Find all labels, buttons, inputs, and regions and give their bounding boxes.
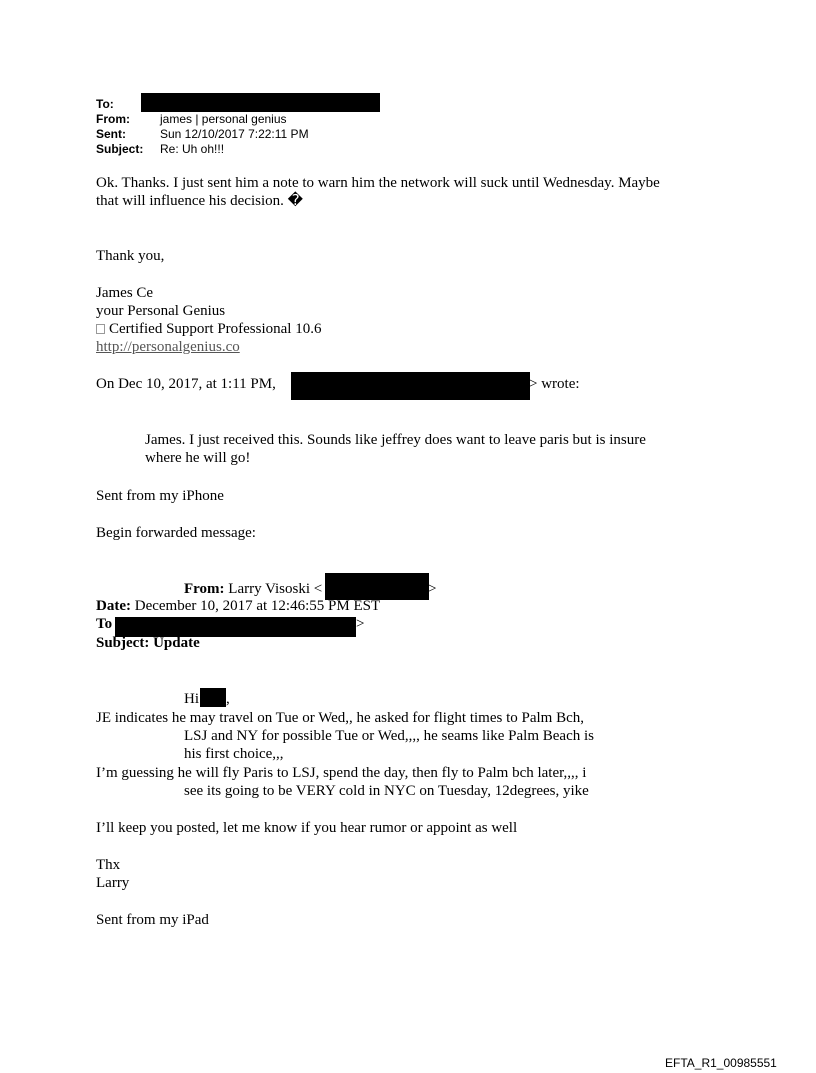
fwd-from-value: Larry Visoski < <box>228 581 323 597</box>
fwd-body-line4: I’m guessing he will fly Paris to LSJ, spend the day, then fly to Palm bch later,,,, i <box>96 765 587 781</box>
fwd-keep-posted: I’ll keep you posted, let me know if you hear rumor or appoint as well <box>96 820 518 836</box>
document-id: EFTA_R1_00985551 <box>665 1056 777 1070</box>
signature-cert <box>96 320 321 338</box>
fwd-thx: Thx <box>96 857 121 873</box>
fwd-signoff-name: Larry <box>96 875 130 891</box>
sent-from-ipad: Sent from my iPad <box>96 912 209 928</box>
fwd-subject-label: Subject: <box>96 635 150 651</box>
on-date-prefix: On Dec 10, 2017, at 1:11 PM, <box>96 376 276 392</box>
sent-value: Sun 12/10/2017 7:22:11 PM <box>160 127 309 141</box>
from-label: From: <box>96 112 130 126</box>
quote-line1: James. I just received this. Sounds like jeffrey does want to leave paris but is insure <box>145 432 646 448</box>
sent-from-iphone: Sent from my iPhone <box>96 488 224 504</box>
body-para1-line1: Ok. Thanks. I just sent him a note to warn him the network will suck until Wednesday. Maybe <box>96 175 660 191</box>
signature-link[interactable]: http://personalgenius.co <box>96 339 240 355</box>
fwd-greeting-comma: , <box>226 691 230 707</box>
fwd-greeting: Hi <box>184 691 199 707</box>
signature-cert-text: Certified Support Professional 10.6 <box>109 321 322 337</box>
on-date-suffix: > wrote: <box>529 376 580 392</box>
sent-label: Sent: <box>96 127 126 141</box>
fwd-date-value: December 10, 2017 at 12:46:55 PM EST <box>134 598 381 614</box>
fwd-from-line <box>184 580 322 598</box>
subject-value: Re: Uh oh!!! <box>160 142 225 156</box>
fwd-body-line1: JE indicates he may travel on Tue or Wed,, he asked for flight times to Palm Bch, <box>96 710 585 726</box>
to-label: To: <box>96 97 114 111</box>
subject-label: Subject: <box>96 142 144 156</box>
from-value: james | personal genius <box>160 112 287 126</box>
thanks-line: Thank you, <box>96 248 165 264</box>
fwd-subject-value: Update <box>153 635 200 651</box>
fwd-body-line3: his first choice,,, <box>184 746 284 762</box>
fwd-body-line5: see its going to be VERY cold in NYC on Tuesday, 12degrees, yike <box>184 783 589 799</box>
fwd-to-label: To <box>96 616 113 632</box>
begin-forwarded: Begin forwarded message: <box>96 525 256 541</box>
fwd-from-close: > <box>428 581 437 597</box>
fwd-subject-line <box>96 634 200 652</box>
placeholder-symbol-icon <box>96 324 105 334</box>
quote-line2: where he will go! <box>145 450 251 466</box>
signature-title: your Personal Genius <box>96 303 226 319</box>
fwd-to-close: > <box>356 616 365 632</box>
fwd-date-line <box>96 597 380 615</box>
body-para1-line2: that will influence his decision. � <box>96 193 304 209</box>
fwd-date-label: Date: <box>96 598 131 614</box>
signature-name: James Ce <box>96 285 154 301</box>
fwd-body-line2: LSJ and NY for possible Tue or Wed,,,, he seams like Palm Beach is <box>184 728 595 744</box>
redaction-greeting <box>200 688 226 707</box>
fwd-to-line <box>96 615 112 633</box>
fwd-from-label: From: <box>184 581 225 597</box>
redaction-fwd-from <box>325 573 429 600</box>
redaction-to <box>141 93 380 112</box>
redaction-sender <box>291 372 530 400</box>
